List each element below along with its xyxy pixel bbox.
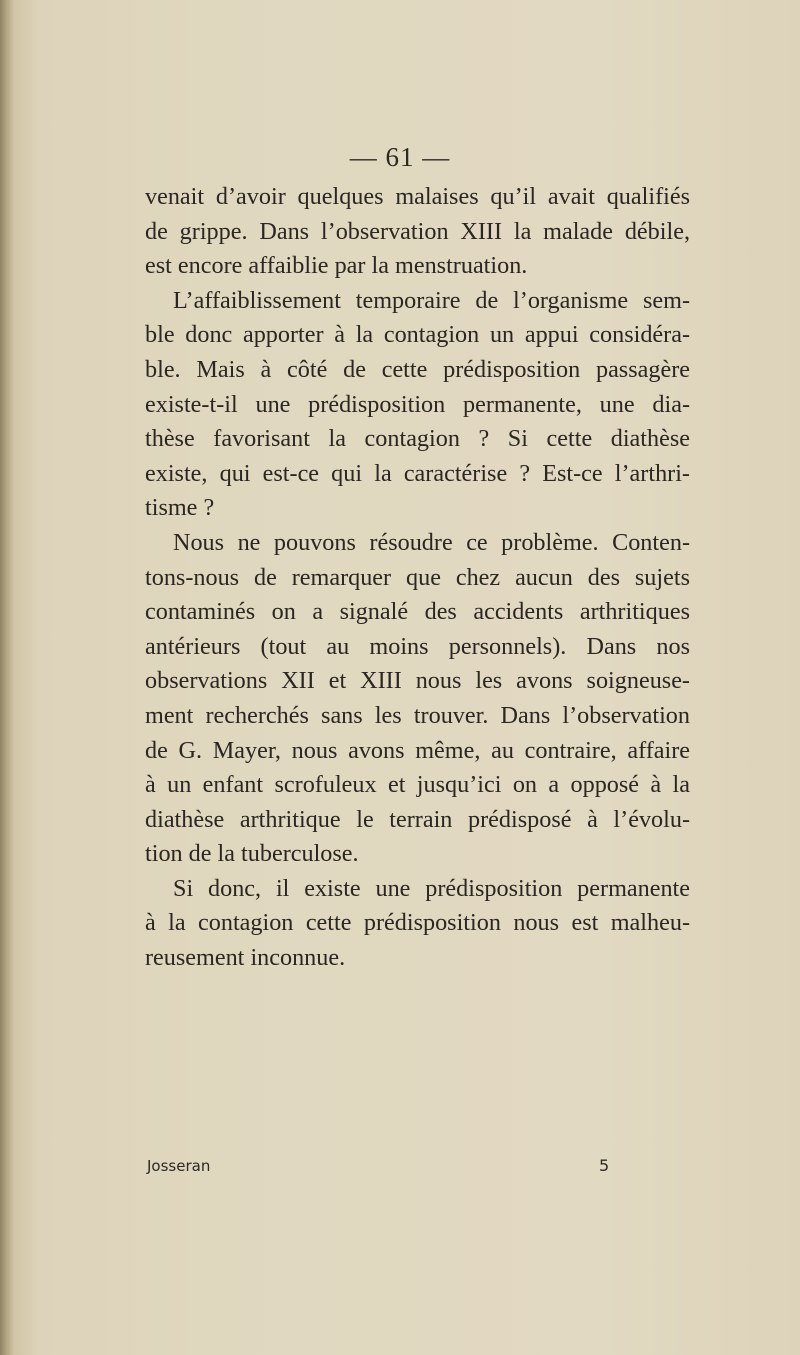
text-line: diathèse arthritique le terrain prédisposé à l’évolu-	[145, 805, 690, 833]
page-number-header: — 61 —	[349, 142, 451, 172]
text-line: Si donc, il existe une prédisposition permanente	[173, 874, 690, 902]
body-text	[145, 180, 690, 976]
text-line: de G. Mayer, nous avons même, au contraire, affaire	[145, 736, 690, 764]
text-line: existe-t-il une prédisposition permanente, une dia-	[145, 390, 690, 418]
text-line: tion de la tuberculose.	[145, 840, 359, 868]
text-line: est encore affaiblie par la menstruation.	[145, 252, 528, 280]
text-line: ble. Mais à côté de cette prédisposition passagère	[145, 355, 690, 383]
text-line: à la contagion cette prédisposition nous est malheu-	[145, 909, 690, 937]
text-line: venait d’avoir quelques malaises qu’il avait qualifiés	[145, 183, 690, 210]
text-line: à un enfant scrofuleux et jusqu’ici on a opposé à la	[145, 771, 690, 799]
text-line: reusement inconnue.	[145, 944, 346, 972]
text-line: ble donc apporter à la contagion un appui considéra-	[145, 321, 690, 349]
text-line: L’affaiblissement temporaire de l’organisme sem-	[173, 286, 690, 314]
printer-signature-name: Josseran	[147, 1157, 211, 1175]
text-line: contaminés on a signalé des accidents arthritiques	[145, 598, 690, 626]
text-line: de grippe. Dans l’observation XIII la malade débile,	[145, 217, 690, 245]
text-line: antérieurs (tout au moins personnels). Dans nos	[145, 632, 690, 660]
text-line: tisme ?	[145, 494, 215, 522]
text-line: ment recherchés sans les trouver. Dans l’observation	[145, 701, 690, 729]
text-line: observations XII et XIII nous les avons soigneuse-	[145, 667, 690, 695]
text-line: thèse favorisant la contagion ? Si cette diathèse	[145, 425, 690, 453]
page-gutter-shadow	[0, 0, 14, 1355]
text-line: Nous ne pouvons résoudre ce problème. Conten-	[173, 528, 690, 556]
printer-signature-number: 5	[599, 1156, 610, 1175]
text-line: tons-nous de remarquer que chez aucun des sujets	[145, 563, 690, 591]
text-line: existe, qui est-ce qui la caractérise ? Est-ce l’arthri-	[145, 459, 690, 487]
